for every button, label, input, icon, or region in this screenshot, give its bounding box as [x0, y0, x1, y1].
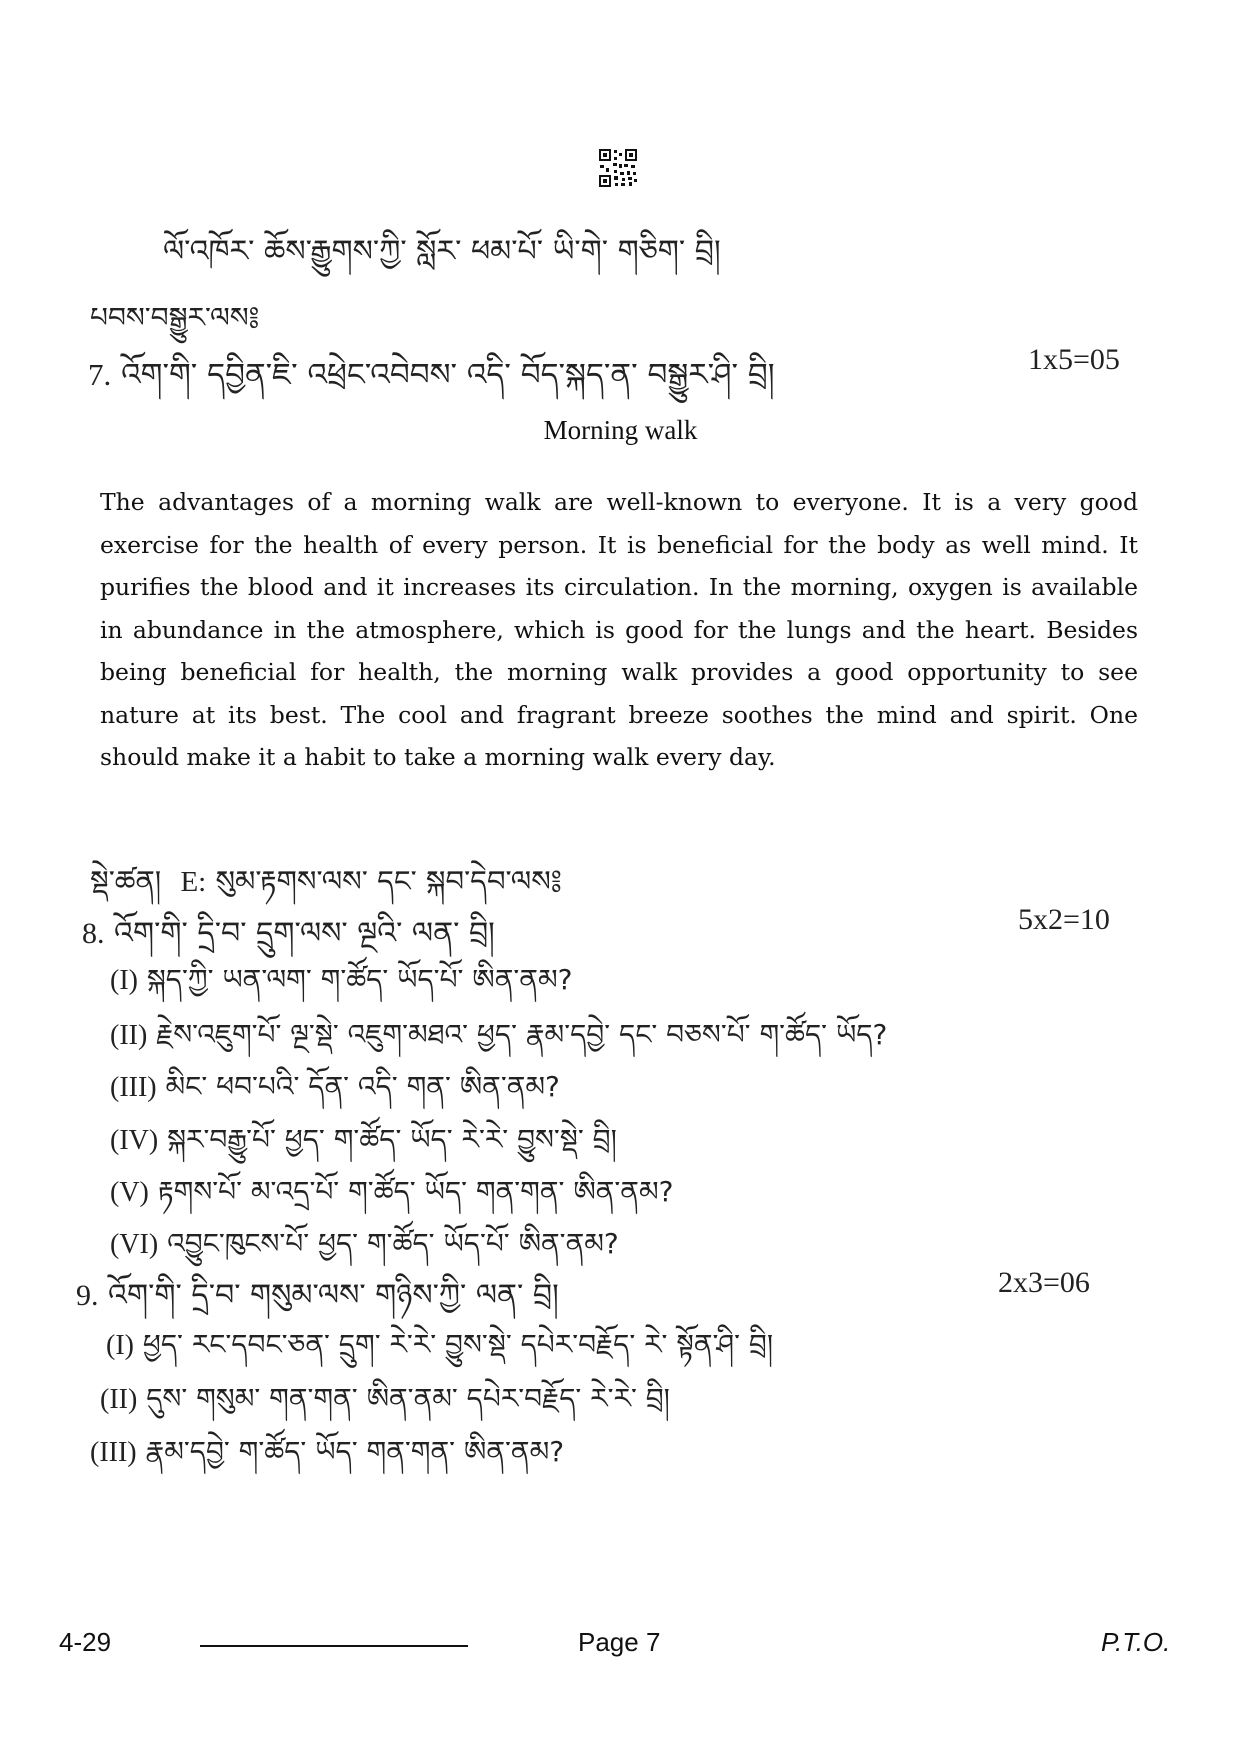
item-text: མིང་ ཕབ་པའི་ དོན་ འདི་ གན་ ཨིན་ནམ?	[165, 1070, 560, 1103]
item-number: (II)	[100, 1384, 138, 1415]
item-number: (V)	[110, 1177, 149, 1208]
item-text: རྣམ་དབྱེ་ ག་ཚོད་ ཡོད་ གན་གན་ ཨིན་ནམ?	[145, 1435, 565, 1468]
section-prefix: སྡེ་ཚན།	[90, 864, 162, 898]
question-text: འོག་གི་ དྲི་བ་ གསུམ་ལས་ གཉིས་ཀྱི་ ལན་ བྲི།	[108, 1278, 559, 1313]
passage-title: Morning walk	[543, 415, 698, 445]
item-number: (II)	[110, 1020, 148, 1051]
section-label: E:	[180, 866, 207, 898]
item-text: རྗེས་འཇུག་པོ་ ལྔ་སྡེ་ འཇུག་མཐའ་ ཕྱད་ རྣམ་དབྱེ་ དང་ བཅས་པོ་ ག་ཚོད་ ཡོད?	[156, 1018, 888, 1051]
question-marks: 2x3=06	[998, 1266, 1090, 1299]
question-text: འོག་གི་ དྲི་བ་ དྲུག་ལས་ ལྔའི་ ལན་ བྲི།	[114, 916, 495, 951]
section-heading: པབས་བསྒྱུར་ལས༔	[90, 301, 260, 334]
section-title: སུམ་རྟགས་ལས་ དང་ སྐབ་དེབ་ལས༔	[215, 864, 562, 898]
item-number: (III)	[90, 1437, 137, 1468]
item-number: (I)	[106, 1330, 134, 1361]
question-marks: 1x5=05	[1028, 343, 1120, 376]
question-number: 7.	[88, 357, 112, 392]
item-text: འབྱུང་ཁུངས་པོ་ ཕྱད་ ག་ཚོད་ ཡོད་པོ་ ཨིན་ནམ?	[167, 1227, 619, 1260]
question-number: 9.	[76, 1279, 99, 1312]
item-text: དུས་ གསུམ་ གན་གན་ ཨིན་ནམ་ དཔེར་བརྗོད་ རེ་རེ་ བྲི།	[146, 1382, 670, 1415]
question-7	[88, 340, 775, 427]
pto-label: P.T.O.	[1101, 1627, 1171, 1657]
item-text: སྐར་བརྒྱུ་པོ་ ཕྱད་ ག་ཚོད་ ཡོད་ རེ་རེ་ བྱུས་སྡེ་ བྲི།	[167, 1123, 617, 1156]
item-number: (I)	[110, 965, 138, 996]
item-text: རྟགས་པོ་ མ་འདྲ་པོ་ ག་ཚོད་ ཡོད་ གན་གན་ ཨིན་ནམ?	[157, 1175, 674, 1208]
paper-title: ལོ་འཁོར་ ཆོས་རྒྱུགས་ཀྱི་ སློར་ ཕམ་པོ་ ཡི་གེ་ གཅིག་ བྲི།	[163, 234, 721, 269]
item-number: (III)	[110, 1072, 157, 1103]
item-number: (IV)	[110, 1125, 159, 1156]
qr-code-icon	[598, 148, 638, 188]
question-number: 8.	[82, 917, 105, 950]
item-text: ཕྱད་ རང་དབང་ཅན་ དྲུག་ རེ་རེ་ བྱུས་སྡེ་ དཔེར་བརྗོད་ རེ་ སྟོན་ཤི་ བྲི།	[142, 1328, 774, 1361]
question-text: འོག་གི་ དབྱིན་ཇི་ འཕྲེང་འབེབས་ འདི་ བོད་སྐད་ན་ བསྒྱུར་ཤི་ བྲི།	[121, 357, 775, 393]
list-item	[90, 1420, 564, 1499]
item-number: (VI)	[110, 1229, 159, 1260]
item-text: སྐད་ཀྱི་ ཡན་ལག་ ག་ཚོད་ ཡོད་པོ་ ཨིན་ནམ?	[146, 963, 573, 996]
passage-text: The advantages of a morning walk are well-known to everyone. It is a very good exercise for the health of every person. It is beneficial for the body as well mind. It purifies the blood and it increases its circulation. In the morning, oxygen is available in abundance in the atmosphere, which is good for the lungs and the heart. Besides being beneficial for health, the morning walk provides a good opportunity to see nature at its best. The cool and fragrant breeze soothes the mind and spirit. One should make it a habit to take a morning walk every day.	[100, 488, 1138, 771]
footer-divider	[200, 1645, 468, 1647]
question-marks: 5x2=10	[1018, 903, 1110, 936]
page-number: Page 7	[578, 1627, 661, 1657]
paper-code: 4-29	[59, 1627, 112, 1657]
